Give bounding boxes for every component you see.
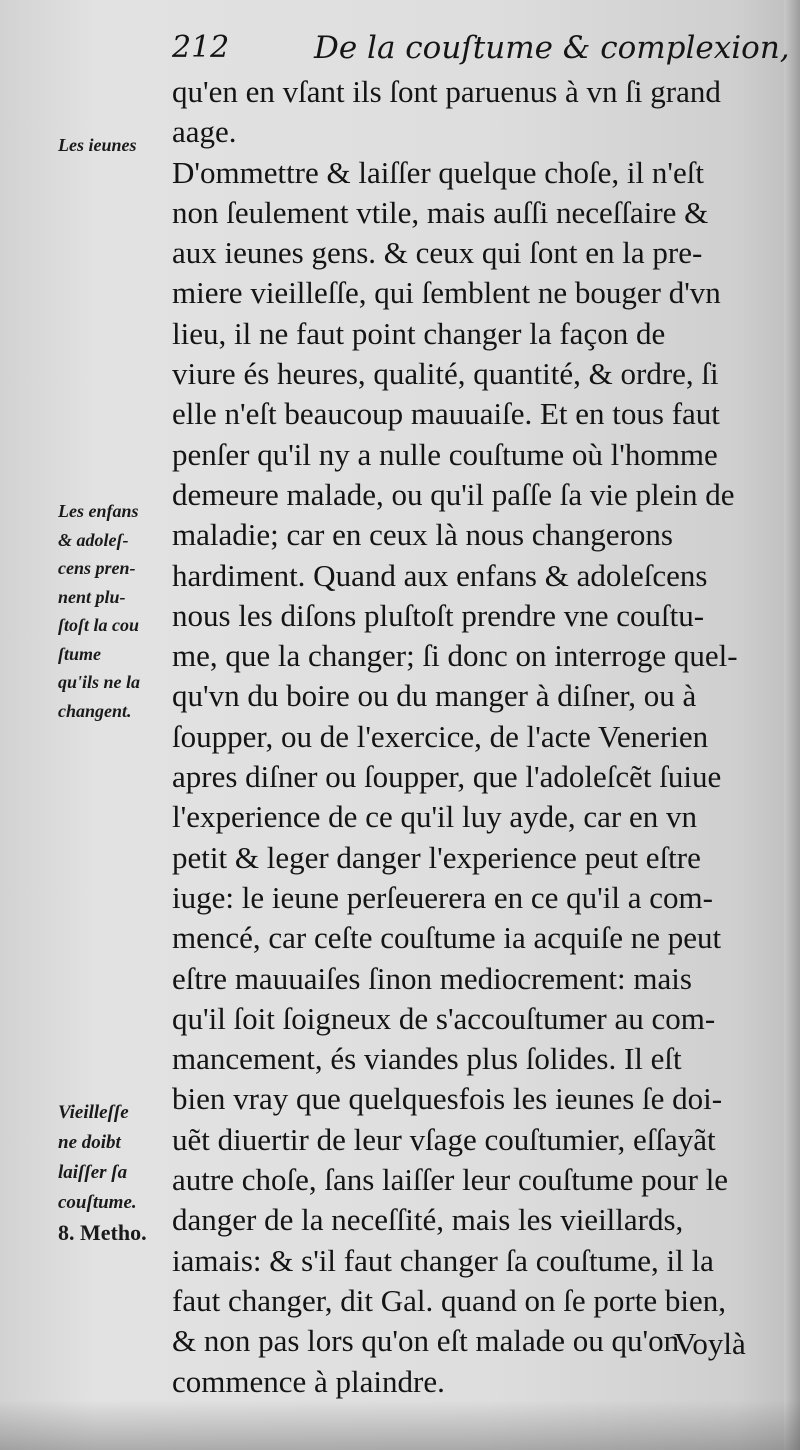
text-line: viure és heures, qualité, quantité, & ordre, ſi <box>172 356 719 392</box>
text-line: lieu, il ne faut point changer la façon de <box>172 315 666 351</box>
catchword: Voylà <box>674 1326 746 1361</box>
text-line: nous les diſons pluſtoſt prendre vne couſtu- <box>172 597 705 633</box>
page-gutter-shadow <box>784 0 800 1450</box>
marginal-note-line: laiſſer ſa <box>58 1162 128 1183</box>
text-line: non ſeulement vtile, mais auſſi neceſſaire & <box>172 194 709 230</box>
text-line: miere vieilleſſe, qui ſemblent ne bouger d'vn <box>172 275 721 311</box>
running-title: De la couſtume & complexion, <box>314 30 790 66</box>
text-line: iuge: le ieune perſeuerera en ce qu'il a com- <box>172 879 713 915</box>
marginal-note-enfans <box>58 497 140 725</box>
text-line: aux ieunes gens. & ceux qui ſont en la pre- <box>172 235 703 271</box>
page-number: 212 <box>172 30 230 65</box>
body-text <box>172 72 762 1402</box>
text-line: petit & leger danger l'experience peut eſtre <box>172 839 701 875</box>
text-line: penſer qu'il ny a nulle couſtume où l'homme <box>172 436 718 472</box>
text-line: qu'vn du boire ou du manger à diſner, ou à <box>172 678 697 714</box>
text-line: eſtre mauuaiſes ſinon mediocrement: mais <box>172 960 692 996</box>
marginal-note-line: ſtume <box>58 643 101 664</box>
marginal-note-line: couſtume. <box>58 1192 137 1213</box>
text-line: aage. <box>172 114 237 150</box>
marginal-note-ieunes <box>58 133 137 157</box>
text-line: apres diſner ou ſoupper, que l'adoleſcẽt ſuiue <box>172 759 722 795</box>
marginal-note-line: changent. <box>58 700 132 721</box>
text-line: & non pas lors qu'on eſt malade ou qu'on <box>172 1323 680 1359</box>
marginal-note-reference: 8. Metho. <box>58 1220 147 1245</box>
text-line: iamais: & s'il faut changer ſa couſtume, il la <box>172 1242 714 1278</box>
text-line: uẽt diuertir de leur vſage couſtumier, eſſayãt <box>172 1121 716 1157</box>
text-line: l'experience de ce qu'il luy ayde, car en vn <box>172 799 698 835</box>
text-line: ſoupper, ou de l'exercice, de l'acte Venerien <box>172 718 709 754</box>
marginal-note-line: qu'ils ne la <box>58 672 141 692</box>
text-line: danger de la neceſſité, mais les vieillards, <box>172 1202 684 1238</box>
marginal-note-line: nent plu- <box>58 586 126 607</box>
text-line: faut changer, dit Gal. quand on ſe porte bien, <box>172 1282 726 1318</box>
text-line: mencé, car ceſte couſtume ia acquiſe ne peut <box>172 920 722 956</box>
marginal-note-line: ſtoſt la cou <box>58 615 139 635</box>
text-line: commence à plaindre. <box>172 1363 445 1399</box>
text-line: qu'il ſoit ſoigneux de s'accouſtumer au com- <box>172 1000 716 1036</box>
page-header <box>172 30 790 70</box>
marginal-note-line: Les ieunes <box>58 135 137 155</box>
marginal-note-vieillesse <box>58 1098 147 1248</box>
text-line: demeure malade, ou qu'il paſſe ſa vie plein de <box>172 476 735 512</box>
text-line: bien vray que quelquesfois les ieunes ſe doi- <box>172 1081 723 1117</box>
text-line: me, que la changer; ſi donc on interroge quel- <box>172 638 738 674</box>
marginal-note-line: Les enfans <box>58 501 139 521</box>
text-line: elle n'eſt beaucoup mauuaiſe. Et en tous faut <box>172 396 720 432</box>
text-line: qu'en en vſant ils ſont paruenus à vn ſi grand <box>172 74 721 109</box>
marginal-note-line: cens pren- <box>58 558 136 578</box>
text-line: D'ommettre & laiſſer quelque choſe, il n'eſt <box>172 154 704 190</box>
text-line: autre choſe, ſans laiſſer leur couſtume pour le <box>172 1162 729 1198</box>
text-line: maladie; car en ceux là nous changerons <box>172 517 673 553</box>
marginal-note-line: ne doibt <box>58 1132 121 1153</box>
text-line: hardiment. Quand aux enfans & adoleſcens <box>172 557 708 593</box>
marginal-note-line: & adoleſ- <box>58 529 129 550</box>
marginal-note-line: Vieilleſſe <box>58 1102 129 1123</box>
text-line: mancement, és viandes plus ſolides. Il eſt <box>172 1041 682 1077</box>
page-bottom-shadow <box>0 1400 800 1450</box>
